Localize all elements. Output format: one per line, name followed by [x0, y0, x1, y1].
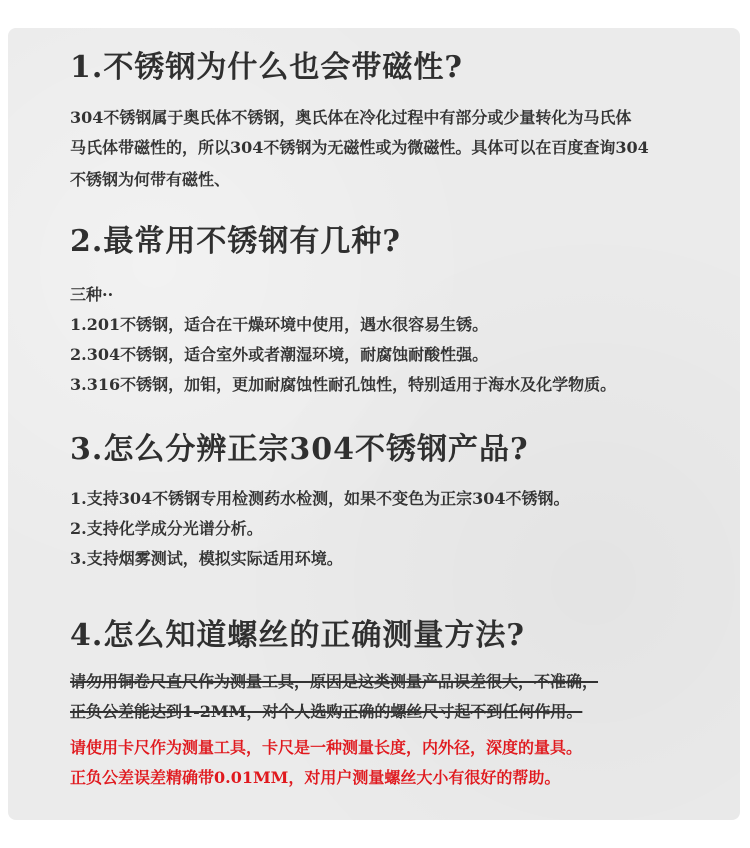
section-2-title: 2.最常用不锈钢有几种?	[70, 224, 401, 259]
section-3-line-2: 2.支持化学成分光谱分析。	[70, 519, 263, 538]
section-4-struck-line-1: 请勿用铜卷尺直尺作为测量工具，原因是这类测量产品误差很大，不准确，	[70, 672, 599, 691]
section-4-red-line-1: 请使用卡尺作为测量工具，卡尺是一种测量长度，内外径，深度的量具。	[70, 738, 583, 757]
section-2-line-1: 三种··	[70, 285, 114, 304]
section-1-line-2: 马氏体带磁性的，所以304不锈钢为无磁性或为微磁性。具体可以在百度查询304	[70, 138, 649, 157]
section-1-line-1: 304不锈钢属于奥氏体不锈钢，奥氏体在冷化过程中有部分或少量转化为马氏体	[70, 108, 632, 127]
section-3-title: 3.怎么分辨正宗304不锈钢产品?	[70, 432, 529, 467]
section-4-struck-line-2: 正负公差能达到1-2MM，对个人选购正确的螺丝尺寸起不到任何作用。	[70, 702, 583, 721]
section-3-line-3: 3.支持烟雾测试，模拟实际适用环境。	[70, 549, 343, 568]
section-3-line-1: 1.支持304不锈钢专用检测药水检测，如果不变色为正宗304不锈钢。	[70, 489, 570, 508]
section-2-line-4: 3.316不锈钢，加钼，更加耐腐蚀性耐孔蚀性，特别适用于海水及化学物质。	[70, 375, 617, 394]
content-card	[8, 28, 740, 820]
section-4-red-line-2: 正负公差误差精确带0.01MM，对用户测量螺丝大小有很好的帮助。	[70, 768, 561, 787]
section-1-line-3: 不锈钢为何带有磁性、	[70, 170, 231, 189]
section-1-title: 1.不锈钢为什么也会带磁性?	[70, 50, 463, 85]
section-4-title: 4.怎么知道螺丝的正确测量方法?	[70, 618, 525, 653]
section-2-line-3: 2.304不锈钢，适合室外或者潮湿环境，耐腐蚀耐酸性强。	[70, 345, 489, 364]
section-2-line-2: 1.201不锈钢，适合在干燥环境中使用，遇水很容易生锈。	[70, 315, 489, 334]
